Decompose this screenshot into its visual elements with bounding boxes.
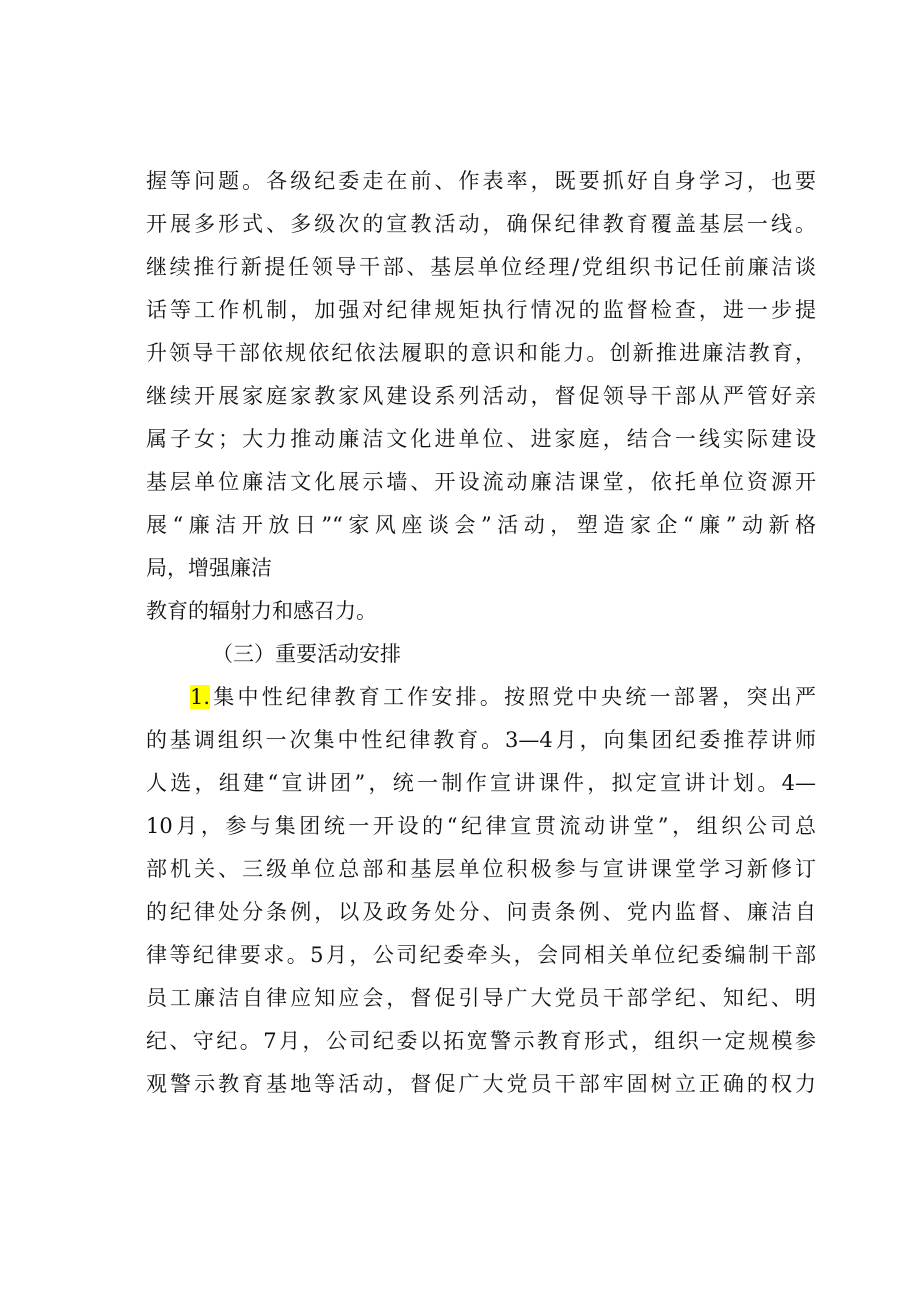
text-line: 局，增强廉洁 — [146, 556, 272, 580]
text-line: 握等问题。各级纪委走在前、作表率，既要抓好自身学习，也要 — [146, 169, 816, 193]
text-line: 律等纪律要求。5月，公司纪委牵头，会同相关单位纪委编制干部 — [146, 943, 816, 967]
text-line: 观警示教育基地等活动，督促广大党员干部牢固树立正确的权力 — [146, 1072, 816, 1096]
text-line: 话等工作机制，加强对纪律规矩执行情况的监督检查，进一步提 — [146, 298, 816, 322]
text-line: 继续推行新提任领导干部、基层单位经理/党组织书记任前廉洁谈 — [146, 255, 816, 279]
item1-title-text: 集中性纪律教育工作安排。按照党中央统一部署，突出严 — [210, 685, 816, 709]
text-line: 的纪律处分条例，以及政务处分、问责条例、党内监督、廉洁自 — [146, 900, 816, 924]
text-line: 开展多形式、多级次的宣教活动，确保纪律教育覆盖基层一线。 — [146, 212, 816, 236]
text-line: 展“廉洁开放日”“家风座谈会”活动，塑造家企“廉”动新格 — [146, 513, 816, 537]
text-line: 员工廉洁自律应知应会，督促引导广大党员干部学纪、知纪、明 — [146, 986, 816, 1010]
text-line: 人选，组建“宣讲团”，统一制作宣讲课件，拟定宣讲计划。4— — [146, 771, 816, 795]
text-line: 教育的辐射力和感召力。 — [146, 599, 377, 623]
highlighted-item-number: 1. — [190, 685, 211, 709]
text-line: 属子女；大力推动廉洁文化进单位、进家庭，结合一线实际建设 — [146, 427, 816, 451]
text-line: 基层单位廉洁文化展示墙、开设流动廉洁课堂，依托单位资源开 — [146, 470, 816, 494]
text-line: 10月，参与集团统一开设的“纪律宣贯流动讲堂”，组织公司总 — [146, 814, 816, 838]
item1-first-line — [146, 676, 816, 719]
document-body — [146, 160, 816, 1106]
text-line: 的基调组织一次集中性纪律教育。3—4月，向集团纪委推荐讲师 — [146, 728, 816, 752]
text-line: 部机关、三级单位总部和基层单位积极参与宣讲课堂学习新修订 — [146, 857, 816, 881]
text-line: 继续开展家庭家教家风建设系列活动，督促领导干部从严管好亲 — [146, 384, 816, 408]
text-line: 纪、守纪。7月，公司纪委以拓宽警示教育形式，组织一定规模参 — [146, 1029, 816, 1053]
section-heading: （三）重要活动安排 — [212, 642, 401, 666]
text-line: 升领导干部依规依纪依法履职的意识和能力。创新推进廉洁教育， — [146, 341, 816, 365]
